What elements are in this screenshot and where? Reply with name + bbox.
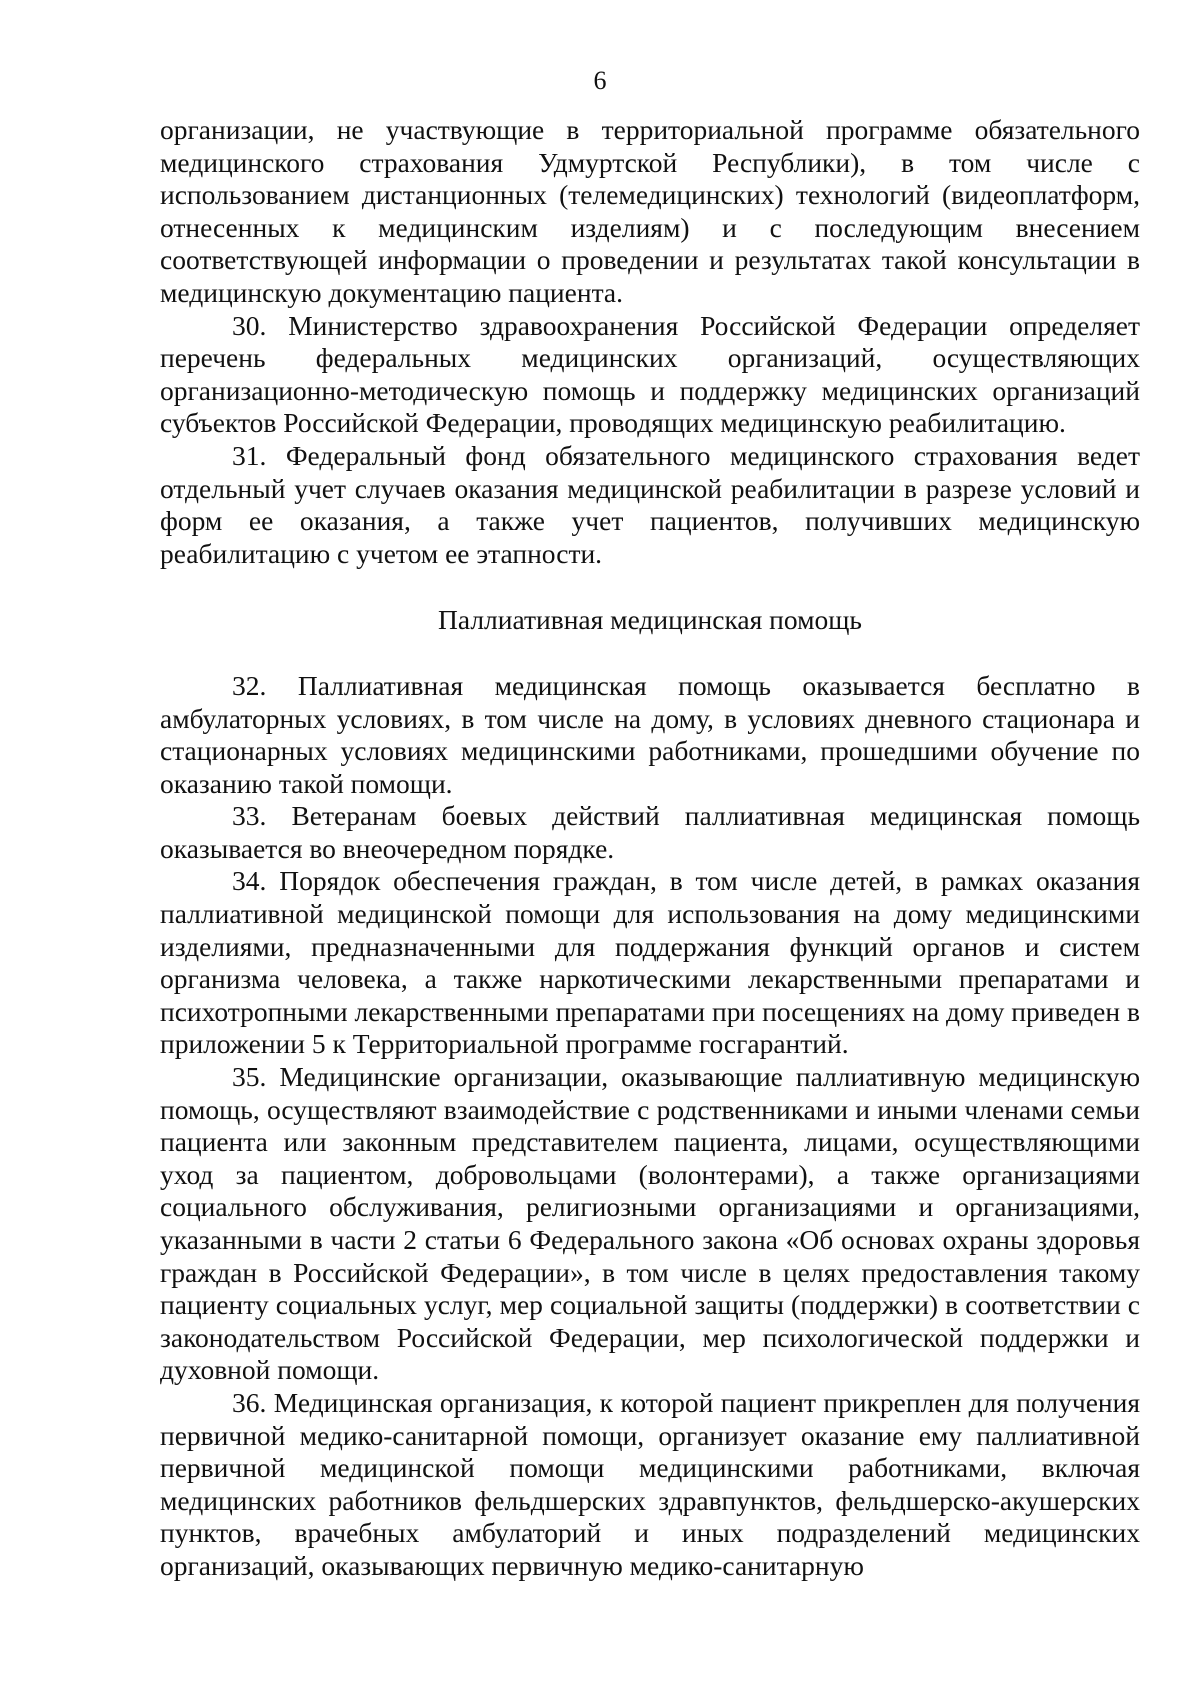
section-heading-palliative-care: Паллиативная медицинская помощь — [438, 604, 862, 636]
paragraph-33: 33. Ветеранам боевых действий паллиативная медицинская помощь оказывается во внеочередном порядке. — [160, 800, 1140, 864]
paragraph-29-continuation: организации, не участвующие в территориальной программе обязательного медицинского страхования Удмуртской Республики), в том числе с использованием дистанционных (телемедицинских) технологий (видеоплатформ, отнесенных к медицинским изделиям) и с последующим внесением соответствующей информации о проведении и результатах такой консультации в медицинскую документацию пациента. — [160, 114, 1140, 308]
paragraph-30: 30. Министерство здравоохранения Российской Федерации определяет перечень федеральных медицинских организаций, осуществляющих организационно-методическую помощь и поддержку медицинских организаций субъектов Российской Федерации, проводящих медицинскую реабилитацию. — [160, 309, 1140, 439]
paragraph-32: 32. Паллиативная медицинская помощь оказывается бесплатно в амбулаторных условиях, в том числе на дому, в условиях дневного стационара и стационарных условиях медицинскими работниками, прошедшими обучение по оказанию такой помощи. — [160, 669, 1140, 799]
paragraph-36: 36. Медицинская организация, к которой пациент прикреплен для получения первичной медико-санитарной помощи, организует оказание ему паллиативной первичной медицинской помощи медицинскими работниками, включая медицинских работников фельдшерских здравпунктов, фельдшерско-акушерских пунктов, врачебных амбулаторий и иных подразделений медицинских организаций, оказывающих первичную медико-санитарную — [160, 1386, 1140, 1581]
page-number: 6 — [593, 66, 607, 95]
document-body — [160, 114, 1140, 1583]
paragraph-34: 34. Порядок обеспечения граждан, в том числе детей, в рамках оказания паллиативной медицинской помощи для использования на дому медицинскими изделиями, предназначенными для поддержания функций органов и систем организма человека, а также наркотическими лекарственными препаратами и психотропными лекарственными препаратами при посещениях на дому приведен в приложении 5 к Территориальной программе госгарантий. — [160, 865, 1140, 1060]
paragraph-35: 35. Медицинские организации, оказывающие паллиативную медицинскую помощь, осуществляют взаимодействие с родственниками и иными членами семьи пациента или законным представителем пациента, лицами, осуществляющими уход за пациентом, добровольцами (волонтерами), а также организациями социального обслуживания, религиозными организациями и организациями, указанными в части 2 статьи 6 Федерального закона «Об основах охраны здоровья граждан в Российской Федерации», в том числе в целях предоставления такому пациенту социальных услуг, мер социальной защиты (поддержки) в соответствии с законодательством Российской Федерации, мер психологической поддержки и духовной помощи. — [160, 1061, 1140, 1386]
paragraph-31: 31. Федеральный фонд обязательного медицинского страхования ведет отдельный учет случаев оказания медицинской реабилитации в разрезе условий и форм ее оказания, а также учет пациентов, получивших медицинскую реабилитацию с учетом ее этапности. — [160, 439, 1140, 569]
